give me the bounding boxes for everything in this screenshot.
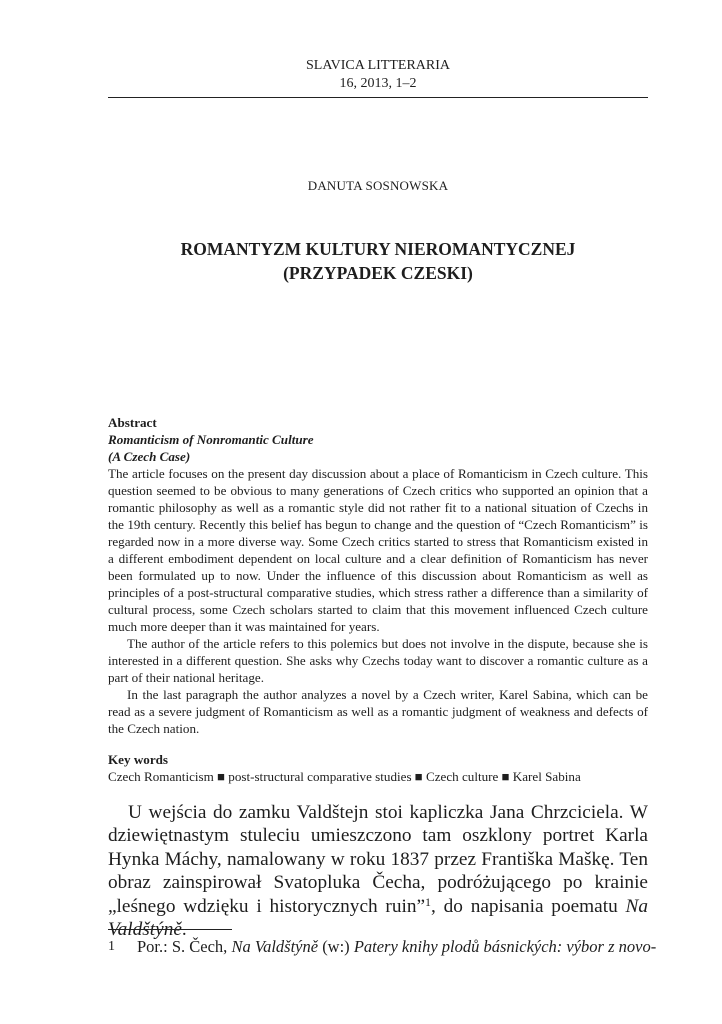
footnote xyxy=(108,937,656,957)
footnote-work-2: Patery knihy plodů básnických: výbor z novo- xyxy=(353,937,657,956)
journal-header xyxy=(108,57,648,93)
footnote-reference[interactable]: 1 xyxy=(425,894,432,909)
title-line-1: ROMANTYZM KULTURY NIEROMANTYCZNEJ xyxy=(180,239,576,259)
title-line-2: (PRZYPADEK CZESKI) xyxy=(283,263,473,283)
abstract-paragraph-3: In the last paragraph the author analyzes a novel by a Czech writer, Karel Sabina, which can be read as a severe judgment of Romanticism as well as a romantic judgment of weakness and defects of the Czech nation. xyxy=(108,687,648,736)
keywords-section xyxy=(108,751,648,785)
body-text xyxy=(108,801,648,941)
abstract-title-line-1: Romanticism of Nonromantic Culture xyxy=(108,432,314,447)
journal-name: SLAVICA LITTERARIA xyxy=(305,58,451,73)
footnote-number: 1 xyxy=(108,939,115,954)
header-rule xyxy=(108,97,648,98)
footnote-rule xyxy=(108,929,232,930)
body-text-middle: , do napisania poematu xyxy=(431,895,626,917)
keywords-list: Czech Romanticism ■ post-structural comparative studies ■ Czech culture ■ Karel Sabina xyxy=(108,769,581,784)
footnote-prefix: Por.: S. Čech, xyxy=(137,937,232,956)
abstract-paragraph-1: The article focuses on the present day discussion about a place of Romanticism in Czech culture. This question seemed to be obvious to many generations of Czech critics who supported an opinion that a romantic philosophy as well as a romantic style did not rather fit to a national situation of Czechs in the 19th century. Recently this belief has begun to change and the question of “Czech Romanticism” is regarded now in a more diverse way. Some Czech critics started to stress that Romanticism existed in a different embodiment dependent on local culture and a clear definition of Romanticism has never been formulated up to now. Under the influence of this discussion about Romanticism as well as principles of a post-structural comparative studies, which stress rather a difference than a similarity of cultural process, some Czech scholars started to claim that this movement influenced Czech culture much more deeper than it was maintained for years. xyxy=(108,466,648,634)
abstract-paragraph-2: The author of the article refers to this polemics but does not involve in the dispute, because she is interested in a different question. She asks why Czechs today want to discover a romantic culture as a part of their national heritage. xyxy=(108,636,648,685)
keywords-heading: Key words xyxy=(108,752,169,767)
abstract-section xyxy=(108,414,648,737)
body-text-end: . xyxy=(181,919,187,941)
body-paragraph xyxy=(108,801,648,941)
abstract-heading: Abstract xyxy=(108,415,157,430)
footnote-middle: (w:) xyxy=(318,937,354,956)
footnote-work-1: Na Valdštýně xyxy=(231,937,319,956)
journal-issue: 16, 2013, 1–2 xyxy=(339,76,417,91)
poem-title: Na Valdštýně xyxy=(108,895,649,941)
article-title xyxy=(108,237,648,285)
article-author: DANUTA SOSNOWSKA xyxy=(307,178,449,193)
body-text-start: U wejścia do zamku Valdštejn stoi kapliczka Jana Chrzciciela. W dziewiętnastym stuleciu umieszczono tam oszklony portret Karla Hynka Máchy, namalowany w roku 1837 przez Františka Maškę. Ten obraz zainspirował Svatopluka Čecha, podróżującego po krainie „leśnego wdzięku i historycznych ruin” xyxy=(108,802,648,917)
abstract-title-line-2: (A Czech Case) xyxy=(108,449,191,464)
